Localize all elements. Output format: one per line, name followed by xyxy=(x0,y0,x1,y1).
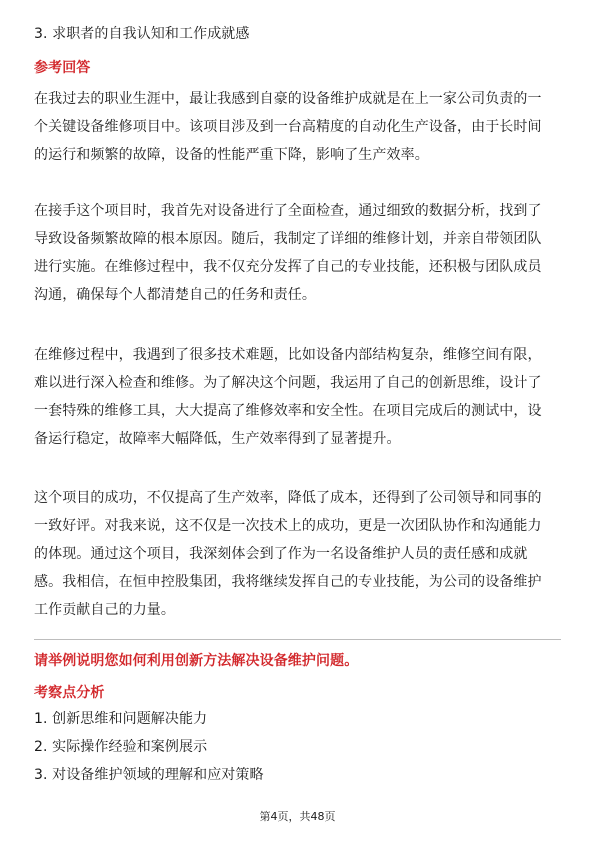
point-item: 1. 创新思维和问题解决能力 xyxy=(34,711,208,727)
paragraph-2-line: 在接手这个项目时，我首先对设备进行了全面检查，通过细致的数据分析，找到了 xyxy=(34,203,542,219)
point-item: 2. 实际操作经验和案例展示 xyxy=(34,739,208,755)
section-divider xyxy=(34,639,561,640)
paragraph-2-line: 进行实施。在维修过程中，我不仅充分发挥了自己的专业技能，还积极与团队成员 xyxy=(34,259,542,275)
paragraph-4-line: 工作贡献自己的力量。 xyxy=(34,602,175,618)
paragraph-4-line: 的体现。通过这个项目，我深刻体会到了作为一名设备维护人员的责任感和成就 xyxy=(34,546,528,562)
paragraph-1-line: 个关键设备维修项目中。该项目涉及到一台高精度的自动化生产设备，由于长时间 xyxy=(34,119,542,135)
paragraph-3-line: 难以进行深入检查和维修。为了解决这个问题，我运用了自己的创新思维，设计了 xyxy=(34,375,542,391)
section-item: 3. 求职者的自我认知和工作成就感 xyxy=(34,26,250,42)
paragraph-1-line: 在我过去的职业生涯中，最让我感到自豪的设备维护成就是在上一家公司负责的一 xyxy=(34,91,542,107)
paragraph-2-line: 导致设备频繁故障的根本原因。随后，我制定了详细的维修计划，并亲自带领团队 xyxy=(34,231,542,247)
paragraph-3-line: 在维修过程中，我遇到了很多技术难题，比如设备内部结构复杂，维修空间有限， xyxy=(34,347,542,363)
page-footer: 第4页，共48页 xyxy=(259,810,336,823)
paragraph-4-line: 一致好评。对我来说，这不仅是一次技术上的成功，更是一次团队协作和沟通能力 xyxy=(34,518,542,534)
paragraph-1-line: 的运行和频繁的故障，设备的性能严重下降，影响了生产效率。 xyxy=(34,147,429,163)
paragraph-2-line: 沟通，确保每个人都清楚自己的任务和责任。 xyxy=(34,287,316,303)
paragraph-4-line: 这个项目的成功，不仅提高了生产效率，降低了成本，还得到了公司领导和同事的 xyxy=(34,490,542,506)
paragraph-3-line: 一套特殊的维修工具，大大提高了维修效率和安全性。在项目完成后的测试中，设 xyxy=(34,403,542,419)
answer-heading: 参考回答 xyxy=(34,60,91,76)
question-heading: 请举例说明您如何利用创新方法解决设备维护问题。 xyxy=(34,653,359,669)
paragraph-4-line: 感。我相信，在恒申控股集团，我将继续发挥自己的专业技能，为公司的设备维护 xyxy=(34,574,542,590)
point-item: 3. 对设备维护领域的理解和应对策略 xyxy=(34,767,264,783)
paragraph-3-line: 备运行稳定，故障率大幅降低，生产效率得到了显著提升。 xyxy=(34,431,401,447)
points-heading: 考察点分析 xyxy=(34,685,105,701)
